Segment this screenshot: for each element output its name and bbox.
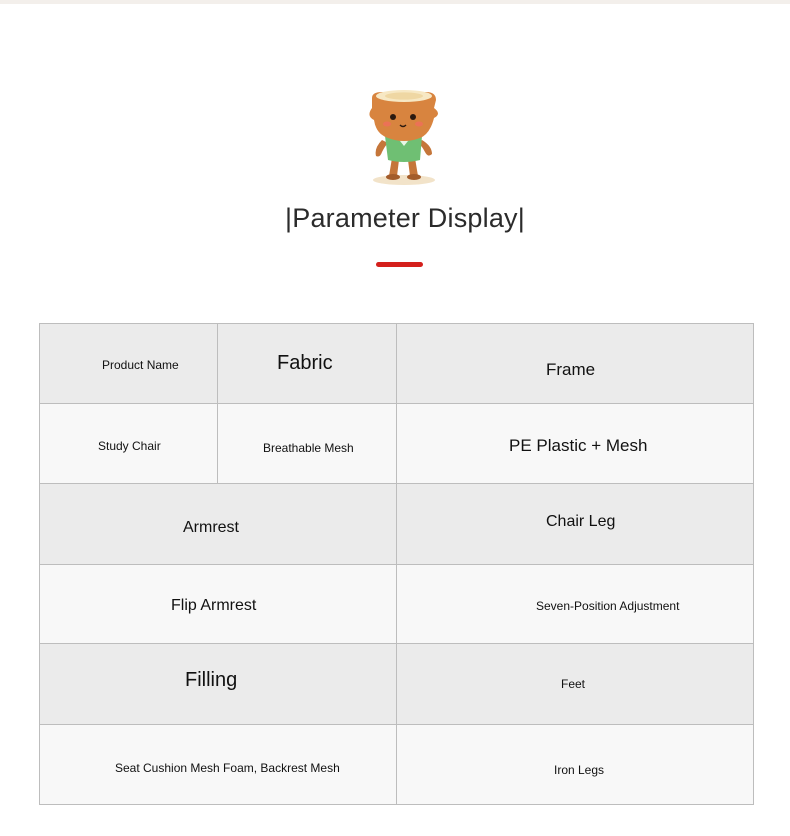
chair-leg-label: Chair Leg	[546, 513, 616, 530]
product-name-value: Study Chair	[98, 439, 161, 453]
armrest-label: Armrest	[183, 519, 239, 536]
filling-value: Seat Cushion Mesh Foam, Backrest Mesh	[115, 761, 340, 775]
table-cell	[397, 484, 754, 565]
table-row	[40, 644, 754, 725]
table-cell	[40, 725, 397, 805]
table-cell	[40, 644, 397, 725]
chair-leg-value: Seven-Position Adjustment	[536, 599, 680, 613]
table-cell	[397, 324, 754, 404]
table-cell	[397, 565, 754, 644]
feet-label: Feet	[561, 677, 586, 691]
frame-value: PE Plastic + Mesh	[509, 436, 648, 455]
table-cell	[40, 484, 397, 565]
table-row	[40, 484, 754, 565]
table-cell	[397, 404, 754, 484]
armrest-value: Flip Armrest	[171, 597, 257, 614]
tree-stump-mascot-icon	[360, 88, 446, 188]
table-cell	[218, 324, 397, 404]
table-row	[40, 404, 754, 484]
fabric-label: Fabric	[277, 352, 333, 374]
frame-label: Frame	[546, 360, 596, 379]
fabric-value: Breathable Mesh	[263, 441, 354, 455]
table-row	[40, 565, 754, 644]
table-cell	[40, 404, 218, 484]
filling-label: Filling	[185, 669, 238, 691]
feet-value: Iron Legs	[554, 763, 605, 777]
table-row	[40, 324, 754, 404]
page-title: |Parameter Display|	[285, 203, 525, 233]
title-underline	[376, 262, 423, 267]
parameter-table	[39, 323, 754, 805]
table-cell	[40, 565, 397, 644]
table-row	[40, 725, 754, 805]
table-cell	[397, 725, 754, 805]
top-strip	[0, 0, 790, 4]
table-cell	[218, 404, 397, 484]
table-cell	[40, 324, 218, 404]
table-cell	[397, 644, 754, 725]
product-name-label: Product Name	[102, 358, 179, 372]
